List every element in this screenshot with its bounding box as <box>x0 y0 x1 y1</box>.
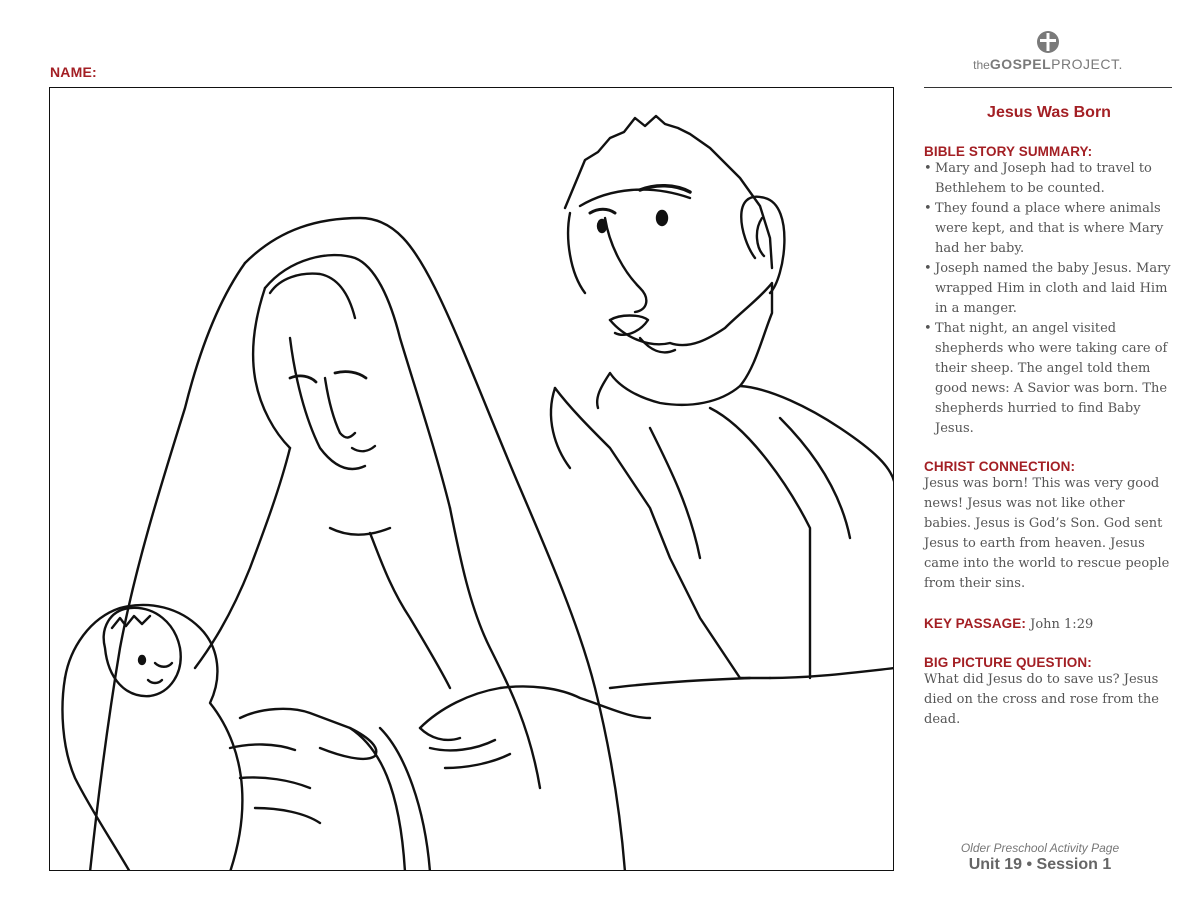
joseph-hair-inner <box>580 190 690 206</box>
mary-hair <box>270 274 355 318</box>
logo-wordmark <box>924 56 1172 72</box>
summary-list <box>924 159 1174 439</box>
footer <box>924 841 1156 874</box>
summary-item: • They found a place where animals were kept, and that is where Mary had her baby. <box>924 199 1174 259</box>
gospel-project-logo <box>924 30 1172 72</box>
lesson-title: Jesus Was Born <box>987 104 1111 121</box>
joseph-face <box>568 213 585 293</box>
key-passage <box>924 614 1174 635</box>
joseph-beard <box>597 283 772 408</box>
coloring-illustration <box>49 87 894 871</box>
summary-heading: BIBLE STORY SUMMARY: <box>924 144 1093 159</box>
key-passage-value: John 1:29 <box>1030 617 1094 632</box>
big-picture-heading: BIG PICTURE QUESTION: <box>924 655 1092 670</box>
joseph-hands <box>420 686 650 728</box>
cross-in-circle-icon <box>1036 30 1060 54</box>
name-label: NAME: <box>50 64 97 80</box>
summary-item: • Mary and Joseph had to travel to Bethlehem to be counted. <box>924 159 1174 199</box>
joseph-robe <box>555 388 770 678</box>
header-divider <box>924 87 1172 88</box>
baby-bundle <box>65 605 242 871</box>
christ-connection-text: Jesus was born! This was very good news! Jesus was not like other babies. Jesus is God’s Son. God sent Jesus to earth from heaven. Jesus came into the world to rescue people from their sins. <box>924 476 1170 591</box>
logo-the: the <box>973 58 990 72</box>
mary-hands <box>240 709 376 759</box>
mary-veil <box>245 218 625 871</box>
footer-subtitle: Older Preschool Activity Page <box>960 841 1120 855</box>
key-passage-heading: KEY PASSAGE: <box>924 616 1026 631</box>
logo-project: PROJECT. <box>1051 56 1123 72</box>
mary-nose <box>325 378 355 438</box>
joseph-nose <box>605 218 646 312</box>
logo-gospel: GOSPEL <box>989 56 1052 72</box>
big-picture-text: What did Jesus do to save us? Jesus died on the cross and rose from the dead. <box>924 672 1159 727</box>
christ-connection-heading: CHRIST CONNECTION: <box>924 459 1076 474</box>
summary-item: • That night, an angel visited shepherds who were taking care of their sheep. The angel told them good news: A Savior was born. The shepherds hurried to find Baby Jesus. <box>924 319 1174 439</box>
unit-session: Unit 19 • Session 1 <box>968 856 1112 873</box>
summary-item: • Joseph named the baby Jesus. Mary wrapped Him in cloth and laid Him in a manger. <box>924 259 1174 319</box>
lesson-panel <box>924 104 1174 730</box>
